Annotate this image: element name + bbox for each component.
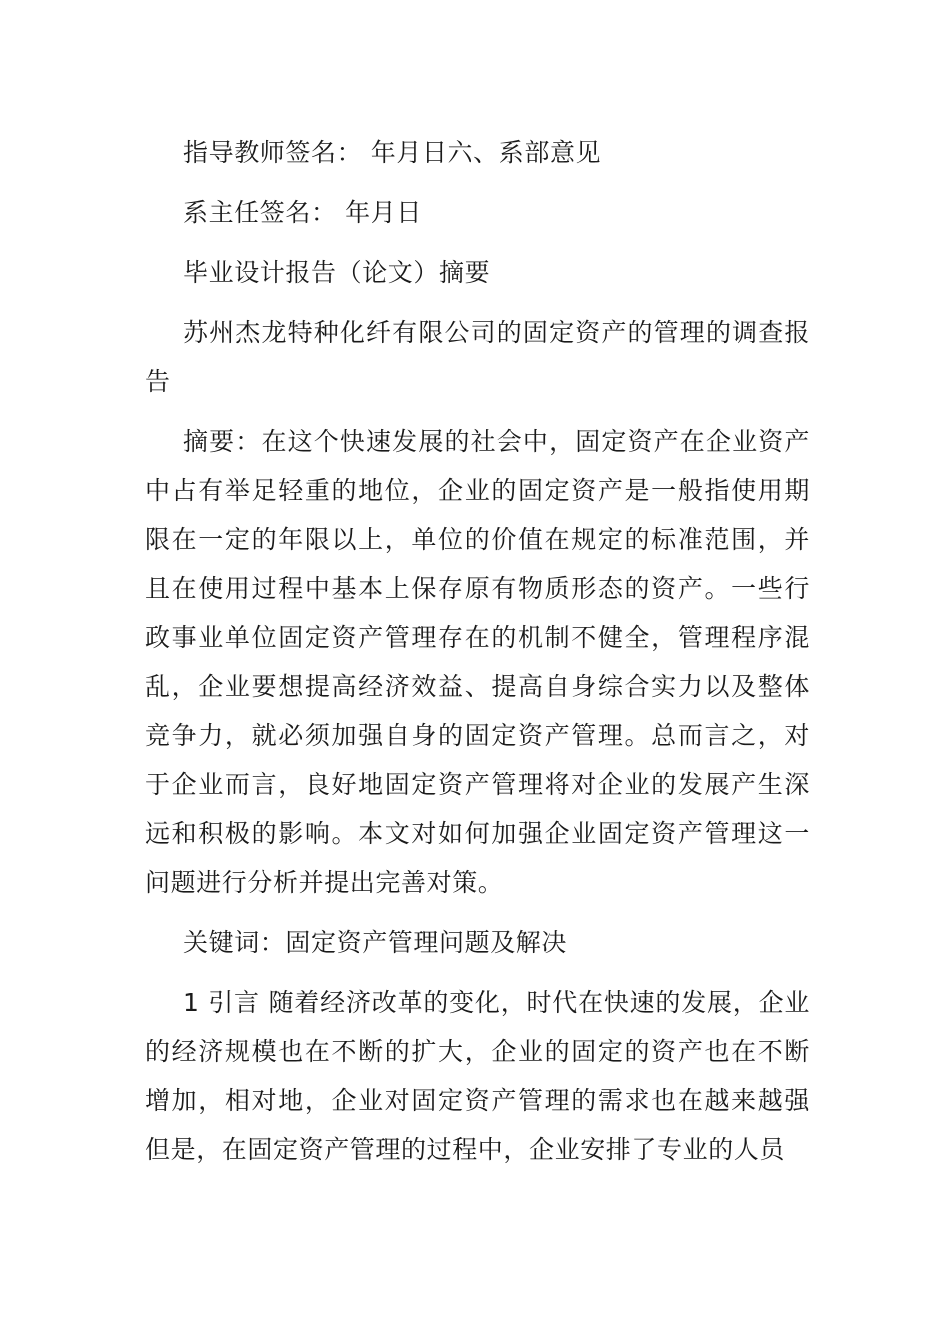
advisor-signature-line: 指导教师签名： 年月日六、系部意见 — [183, 138, 602, 167]
report-title: 苏州杰龙特种化纤有限公司的固定资产的管理的调查报告 — [145, 318, 810, 396]
keywords: 关键词：固定资产管理问题及解决 — [183, 928, 568, 957]
abstract-body: 摘要：在这个快速发展的社会中，固定资产在企业资产中占有举足轻重的地位，企业的固定资产是一般指使用期限在一定的年限以上，单位的价值在规定的标准范围，并且在使用过程中基本上保存原有物质形态的资产。一些行政事业单位固定资产管理存在的机制不健全，管理程序混乱，企业要想提高经济效益、提高自身综合实力以及整体竞争力，就必须加强自身的固定资产管理。总而言之，对于企业而言，良好地固定资产管理将对企业的发展产生深远和积极的影响。本文对如何加强企业固定资产管理这一问题进行分析并提出完善对策。 — [145, 427, 810, 897]
director-signature-line: 系主任签名： 年月日 — [183, 198, 422, 227]
introduction-paragraph: 1 引言 随着经济改革的变化，时代在快速的发展，企业的经济规模也在不断的扩大，企业的固定的资产也在不断增加，相对地，企业对固定资产管理的需求也在越来越强但是，在固定资产管理的过程中，企业安排了专业的人员 — [145, 988, 810, 1164]
abstract-heading: 毕业设计报告（论文）摘要 — [183, 258, 491, 287]
